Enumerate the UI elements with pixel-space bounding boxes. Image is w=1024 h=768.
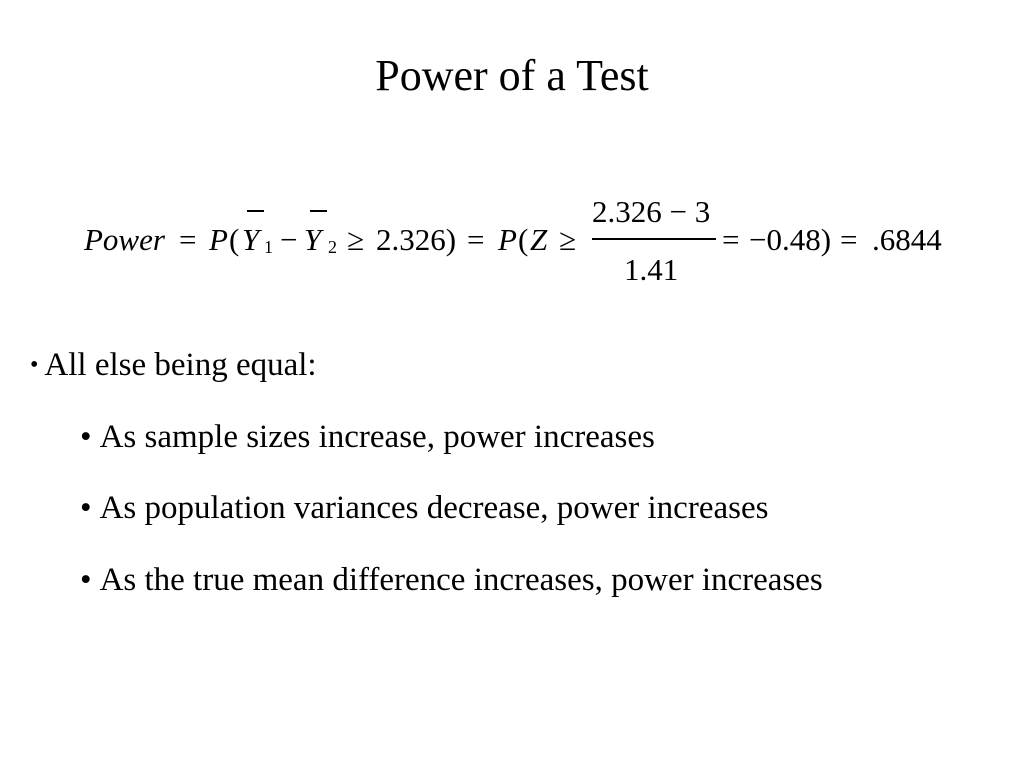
bullet-dot: • — [80, 419, 92, 455]
bullet-main-text: All else being equal: — [44, 347, 317, 383]
fraction-denominator: 1.41 — [624, 252, 679, 287]
formula-geq-1: ≥ — [347, 222, 365, 257]
bullet-sub-3-text: As the true mean difference increases, power increases — [99, 562, 823, 598]
formula-minus: − — [280, 222, 298, 257]
fraction-numerator: 2.326 − 3 — [592, 194, 711, 229]
formula-open-paren-1: ( — [229, 222, 240, 257]
formula-equals-4: = — [840, 222, 858, 257]
formula-geq-2: ≥ — [559, 222, 577, 257]
formula-z: Z — [530, 222, 548, 257]
formula-subscript-2: 2 — [328, 237, 337, 257]
formula-z-value: −0.48) — [749, 222, 832, 257]
formula-subscript-1: 1 — [264, 237, 273, 257]
formula-result: .6844 — [872, 222, 942, 257]
formula-p-2: P — [498, 222, 517, 257]
slide-title: Power of a Test — [375, 51, 649, 100]
formula-critical-value: 2.326) — [376, 222, 457, 257]
formula-equals-2: = — [467, 222, 485, 257]
formula-y2: Y — [304, 222, 322, 257]
bullet-sub-3 — [80, 560, 823, 600]
bullet-dot: • — [80, 490, 92, 526]
formula-equals-3: = — [722, 222, 740, 257]
bullet-sub-2 — [80, 488, 768, 528]
formula-y1: Y — [242, 222, 260, 257]
bullet-sub-1 — [80, 417, 655, 457]
formula-equals-1: = — [179, 222, 197, 257]
bullet-dot: • — [80, 562, 92, 598]
bullet-main — [30, 345, 317, 385]
formula-power-word: Power — [84, 222, 165, 257]
bullet-sub-1-text: As sample sizes increase, power increases — [99, 419, 655, 455]
bullet-dot: • — [30, 352, 39, 378]
formula-open-paren-2: ( — [518, 222, 529, 257]
bullet-sub-2-text: As population variances decrease, power increases — [99, 490, 769, 526]
formula-p-1: P — [209, 222, 228, 257]
